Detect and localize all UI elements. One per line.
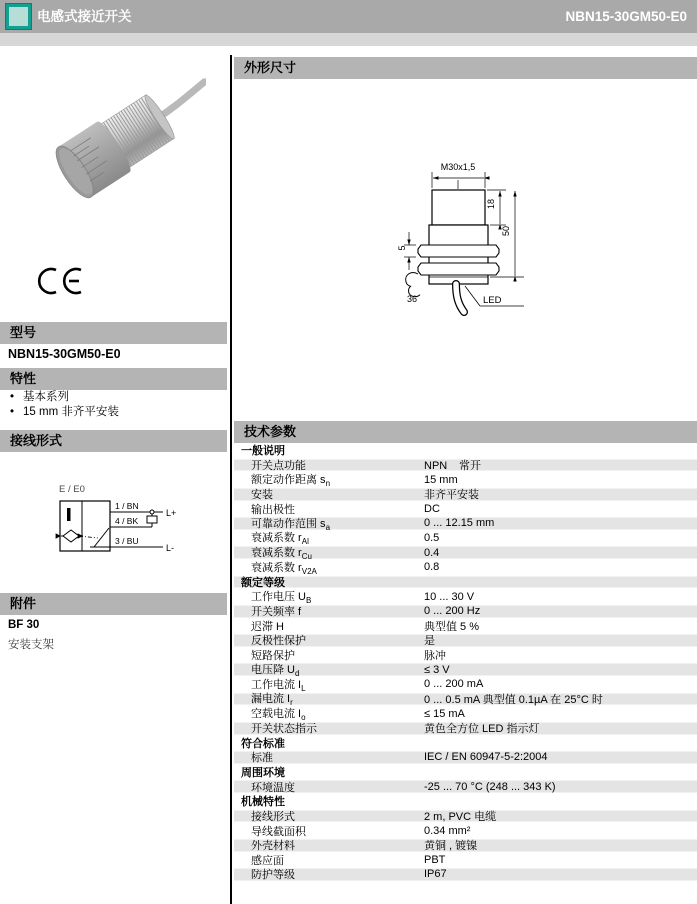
spec-label: 额定等级: [241, 576, 285, 589]
spec-row: [234, 472, 697, 487]
header-shadow-strip: [0, 33, 697, 46]
spec-value: IP67: [424, 868, 447, 881]
spec-value: 10 ... 30 V: [424, 590, 475, 603]
column-divider: [230, 55, 232, 904]
spec-group-header: [234, 736, 697, 751]
spec-label: 环境温度: [251, 781, 295, 794]
product-photo: [36, 70, 206, 215]
spec-row: [234, 633, 697, 648]
spec-label: 外壳材料: [251, 840, 295, 853]
spec-value: 典型值 5 %: [424, 620, 480, 633]
accessory-model: BF 30: [8, 619, 40, 631]
brand-logo-icon: [6, 4, 31, 29]
section-dimensions: 外形尺寸: [234, 57, 697, 79]
terminal-minus: L-: [166, 543, 175, 553]
spec-value: DC: [424, 502, 440, 515]
dim-18: 18: [486, 198, 496, 210]
page-title: 电感式接近开关: [37, 9, 132, 24]
spec-label: 符合标准: [241, 737, 285, 750]
sensor-symbol-diamond: [63, 530, 79, 542]
dim-36: 36: [406, 294, 418, 304]
spec-row: [234, 721, 697, 736]
spec-value: 0.8: [424, 561, 440, 574]
spec-row: [234, 853, 697, 868]
spec-row: [234, 867, 697, 882]
ce-mark: [34, 265, 90, 297]
spec-value: 黄色全方位 LED 指示灯: [424, 723, 540, 736]
spec-value: 0 ... 12.15 mm: [424, 517, 495, 530]
wire-label-bk: 4 / BK: [115, 516, 139, 526]
spec-value: PBT: [424, 853, 446, 866]
accessory-desc: 安装支架: [8, 639, 54, 651]
section-model: 型号: [0, 322, 227, 344]
spec-label: 工作电压 $U_B$: [251, 590, 312, 606]
spec-label: 开关频率 f: [251, 606, 302, 619]
wire-label-bn: 1 / BN: [115, 501, 139, 511]
spec-row: [234, 823, 697, 838]
spec-row: [234, 779, 697, 794]
spec-row: [234, 619, 697, 634]
spec-label: 导线截面积: [251, 825, 306, 838]
wiring-diagram: [50, 478, 205, 570]
spec-label: 安装: [251, 489, 273, 502]
page-header: [0, 0, 697, 33]
spec-row: [234, 589, 697, 604]
spec-label: 衰减系数 $r_{V2A}$: [251, 561, 317, 576]
spec-value: IEC / EN 60947-5-2:2004: [424, 751, 548, 764]
spec-value: 0 ... 0.5 mA 典型值 0.1µA 在 25°C 时: [424, 693, 603, 706]
spec-label: 防护等级: [251, 869, 295, 882]
spec-label: 短路保护: [251, 650, 295, 663]
dim-50: 50: [501, 225, 511, 237]
spec-row: [234, 487, 697, 502]
spec-label: 空载电流 $I_o$: [251, 707, 306, 723]
spec-value: 是: [424, 635, 435, 648]
spec-label: 漏电流 $I_r$: [251, 693, 293, 708]
spec-label: 迟滞 H: [251, 620, 284, 633]
dim-thread: M30x1,5: [440, 162, 476, 172]
spec-label: 电压降 $U_d$: [251, 664, 300, 679]
tech-table: [234, 443, 697, 882]
spec-group-header: [234, 765, 697, 780]
spec-value: 0 ... 200 mA: [424, 678, 484, 691]
led-label: LED: [483, 295, 502, 306]
spec-label: 接线形式: [251, 810, 295, 823]
spec-label: 输出极性: [251, 503, 295, 516]
feature-text: 基本系列: [23, 391, 70, 403]
spec-label: 标准: [251, 752, 273, 765]
load-symbol: [147, 516, 157, 523]
feature-text: 15 mm 非齐平安装: [23, 406, 119, 418]
spec-label: 衰减系数 $r_{Cu}$: [251, 547, 312, 562]
dim-5: 5: [397, 245, 407, 251]
sensor-symbol-bar: [67, 508, 71, 521]
spec-value: 0.4: [424, 546, 440, 559]
spec-value: 脉冲: [424, 650, 446, 663]
spec-value: -25 ... 70 °C (248 ... 343 K): [424, 780, 556, 793]
section-features: 特性: [0, 368, 227, 390]
spec-label: 一般说明: [241, 445, 285, 458]
feature-item: [10, 388, 69, 404]
spec-label: 反极性保护: [251, 635, 306, 648]
spec-value: 2 m, PVC 电缆: [424, 810, 497, 823]
section-accessories: 附件: [0, 593, 227, 615]
spec-value: 黄铜 , 镀镍: [424, 840, 478, 853]
spec-value: 非齐平安装: [424, 489, 479, 502]
hex-nut: [418, 263, 499, 275]
spec-value: ≤ 15 mA: [424, 707, 465, 720]
section-tech-params: 技术参数: [234, 421, 697, 443]
spec-row: [234, 809, 697, 824]
section-connection: 接线形式: [0, 430, 227, 452]
spec-row: [234, 604, 697, 619]
spec-label: 可靠动作范围 $s_a$: [251, 517, 331, 533]
hex-nut: [418, 245, 499, 257]
spec-label: 工作电流 $I_L$: [251, 678, 306, 693]
spec-group-header: [234, 794, 697, 809]
spec-label: 开关点功能: [251, 459, 306, 472]
spec-row: [234, 750, 697, 765]
switch-symbol: [94, 528, 109, 547]
spec-label: 周围环境: [241, 767, 285, 780]
terminal-plus: L+: [166, 508, 177, 518]
spec-label: 衰减系数 $r_{Al}$: [251, 532, 309, 547]
spec-value: ≤ 3 V: [424, 663, 450, 676]
spec-row: [234, 560, 697, 575]
header-model-number: NBN15-30GM50-E0: [565, 9, 687, 24]
spec-label: 额定动作距离 $s_n$: [251, 473, 331, 489]
model-number: NBN15-30GM50-E0: [8, 347, 121, 361]
spec-group-header: [234, 443, 697, 458]
dimension-drawing: [234, 82, 697, 422]
wire-label-bu: 3 / BU: [115, 536, 139, 546]
spec-value: 0.5: [424, 532, 440, 545]
spec-value: 0 ... 200 Hz: [424, 605, 481, 618]
diagram-variant-label: E / E0: [59, 484, 85, 495]
spec-label: 开关状态指示: [251, 723, 317, 736]
spec-row: [234, 838, 697, 853]
spec-label: 机械特性: [241, 796, 285, 809]
spec-value: 0.34 mm²: [424, 824, 471, 837]
spec-value: NPN 常开: [424, 459, 481, 472]
spec-value: 15 mm: [424, 473, 458, 486]
feature-item: [10, 403, 119, 419]
spec-row: [234, 706, 697, 721]
spec-label: 感应面: [251, 854, 284, 867]
